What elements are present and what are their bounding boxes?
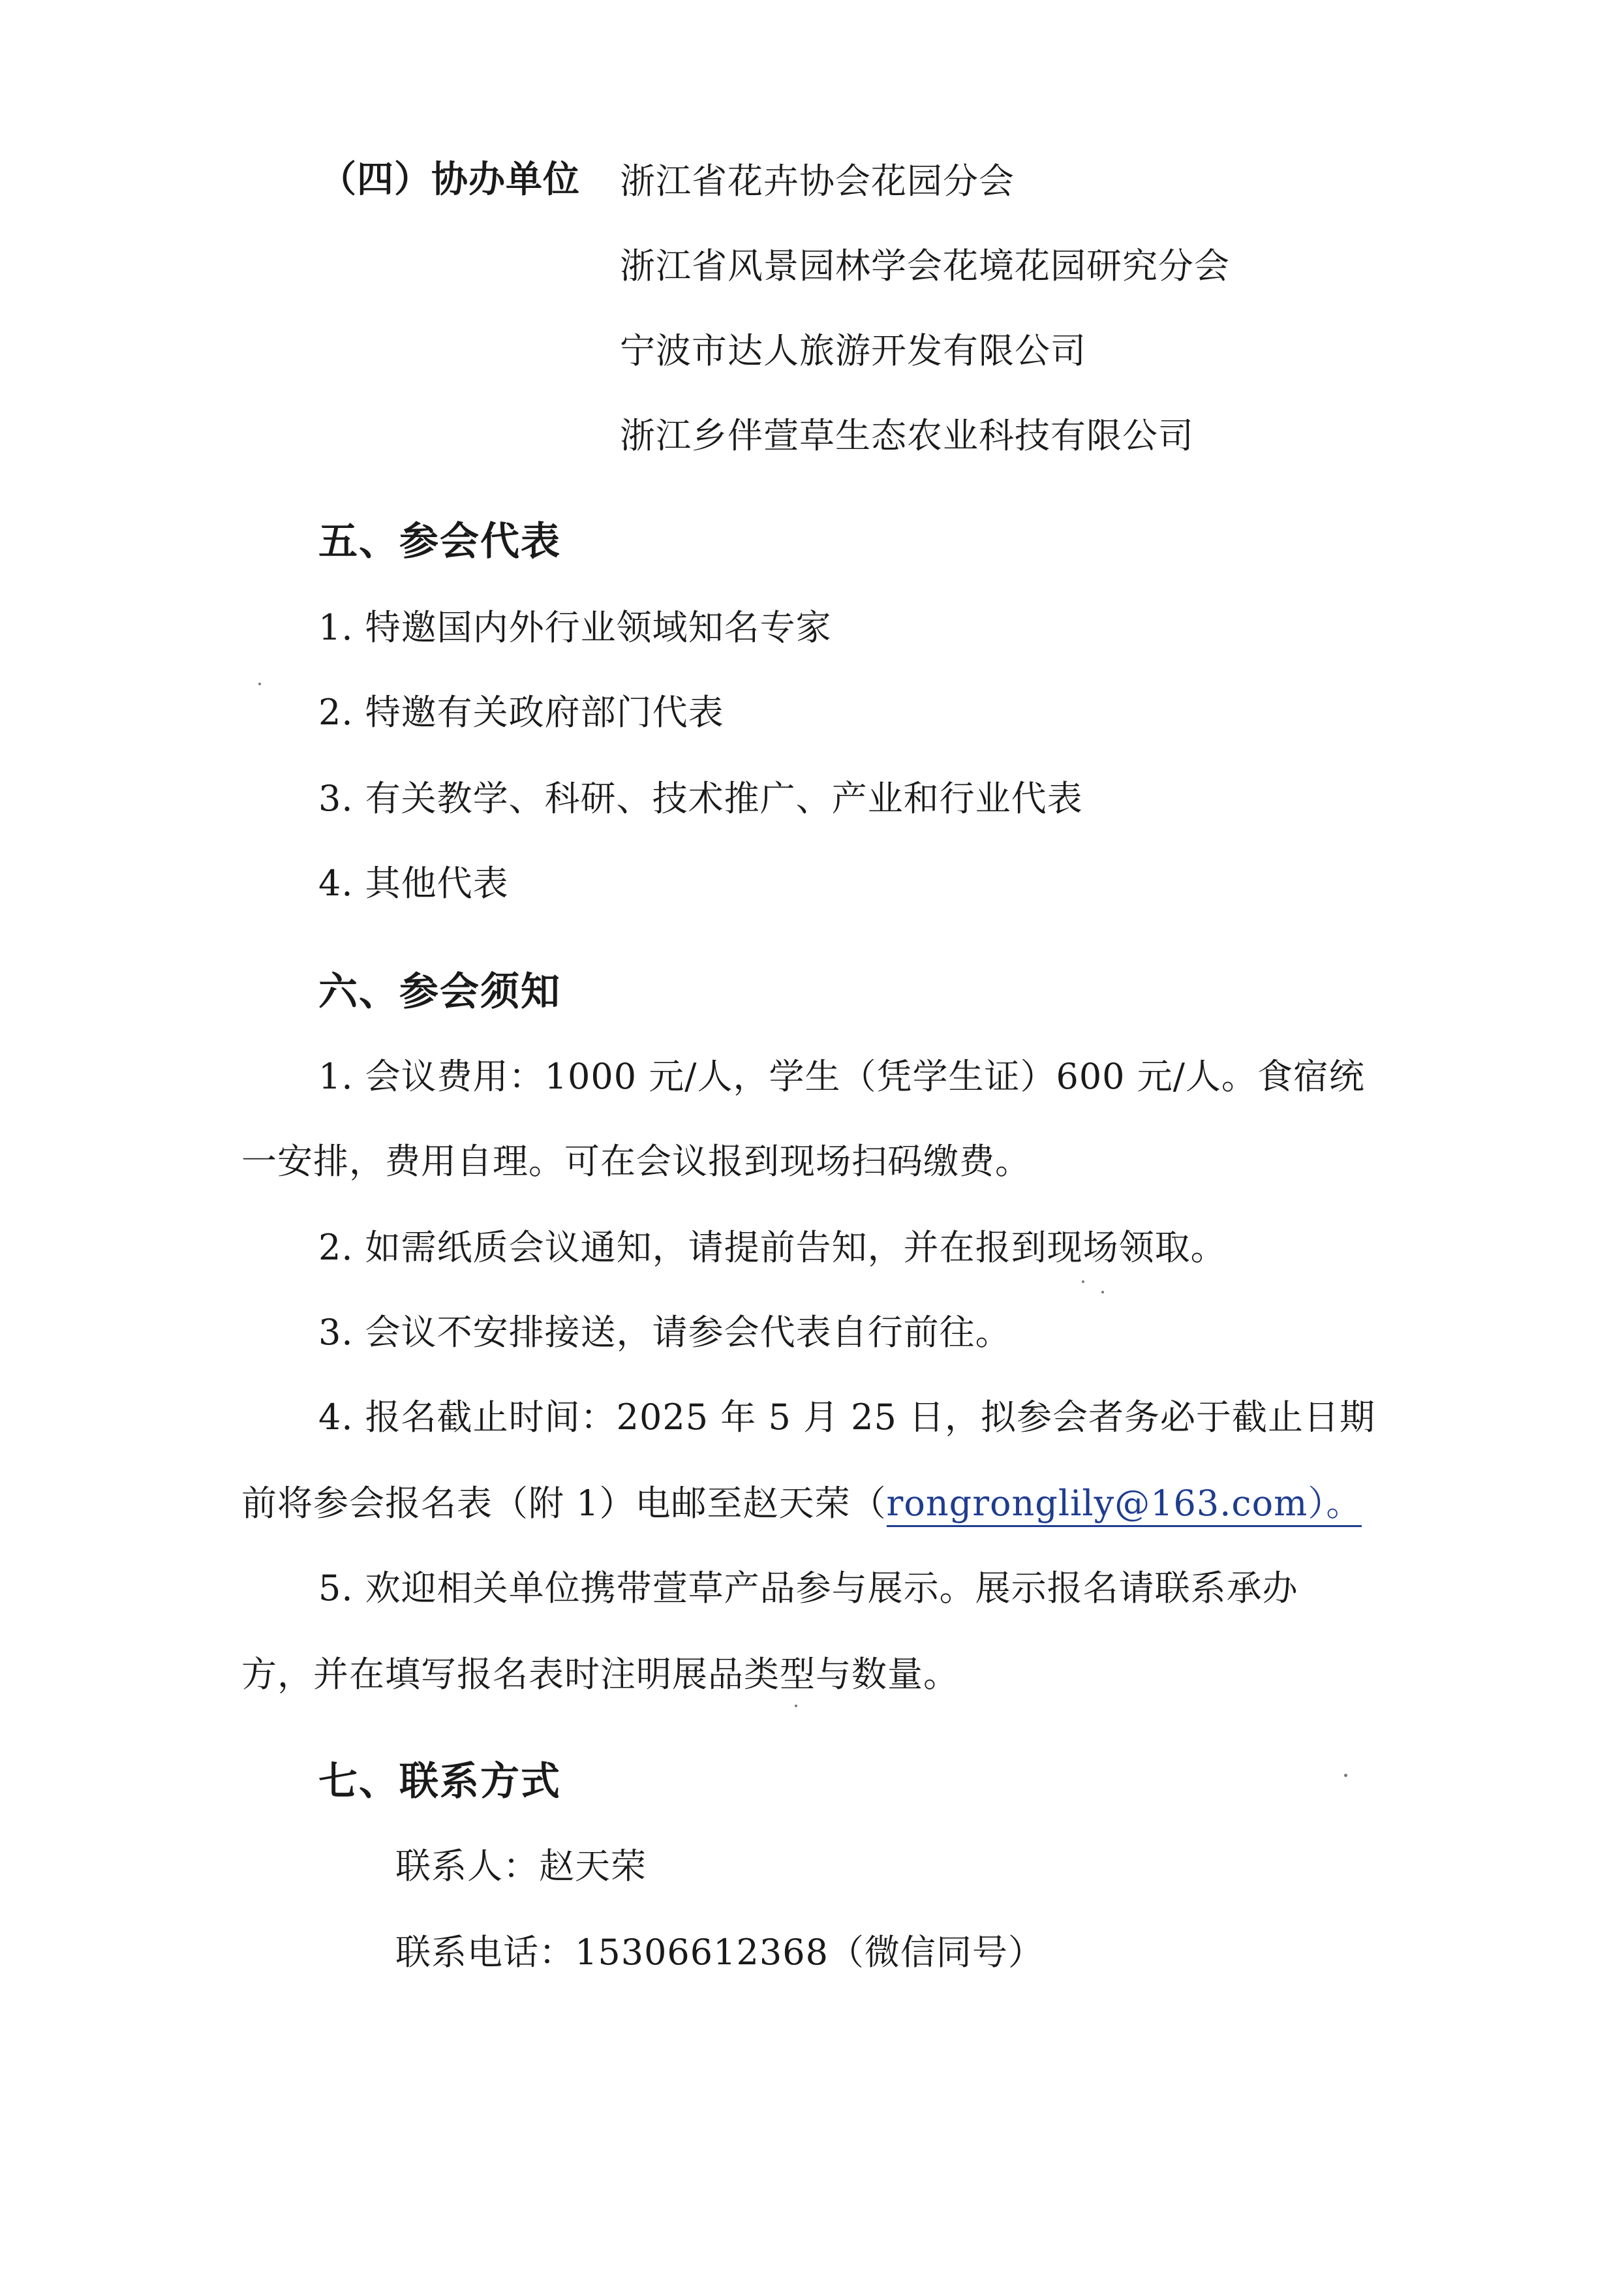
- notice-item-2: 2. 如需纸质会议通知，请提前告知，并在报到现场领取。: [318, 1227, 1227, 1268]
- scan-speck: [258, 683, 261, 685]
- notice-item-1-line-2: 一安排，费用自理。可在会议报到现场扫码缴费。: [241, 1141, 1031, 1182]
- notice-item-5-line-2: 方，并在填写报名表时注明展品类型与数量。: [241, 1654, 959, 1695]
- scan-speck: [1344, 1774, 1347, 1777]
- attendee-item-3: 3. 有关教学、科研、技术推广、产业和行业代表: [318, 778, 1083, 819]
- attendee-item-4: 4. 其他代表: [318, 863, 509, 904]
- notice-item-4-text: 前将参会报名表（附 1）电邮至赵天荣（: [241, 1483, 887, 1524]
- notice-item-1-line-1: 1. 会议费用：1000 元/人，学生（凭学生证）600 元/人。食宿统: [318, 1056, 1365, 1097]
- scan-speck: [1082, 1280, 1084, 1283]
- notice-item-3: 3. 会议不安排接送，请参会代表自行前往。: [318, 1312, 1011, 1353]
- attendee-item-2: 2. 特邀有关政府部门代表: [318, 692, 724, 733]
- email-link[interactable]: rongronglily@163.com）。: [887, 1483, 1362, 1527]
- notice-item-5-line-1: 5. 欢迎相关单位携带萱草产品参与展示。展示报名请联系承办: [318, 1568, 1298, 1609]
- notice-item-4-line-1: 4. 报名截止时间：2025 年 5 月 25 日，拟参会者务必于截止日期: [318, 1397, 1376, 1438]
- co-organizer-2: 浙江省风景园林学会花境花园研究分会: [620, 245, 1230, 286]
- co-organizer-3: 宁波市达人旅游开发有限公司: [620, 330, 1086, 371]
- co-organizer-label: （四）协办单位: [320, 159, 580, 201]
- attendee-item-1: 1. 特邀国内外行业领域知名专家: [318, 607, 832, 648]
- scan-speck: [795, 1705, 797, 1707]
- section-7-heading: 七、联系方式: [318, 1759, 561, 1804]
- contact-person: 联系人：赵天荣: [395, 1846, 647, 1887]
- section-5-heading: 五、参会代表: [318, 519, 561, 564]
- co-organizer-4: 浙江乡伴萱草生态农业科技有限公司: [620, 415, 1194, 456]
- scan-speck: [1101, 1291, 1104, 1293]
- notice-item-4-line-2: [241, 1483, 1362, 1524]
- contact-phone: 联系电话：15306612368（微信同号）: [395, 1932, 1044, 1973]
- section-6-heading: 六、参会须知: [318, 969, 561, 1015]
- co-organizer-1: 浙江省花卉协会花园分会: [620, 161, 1015, 202]
